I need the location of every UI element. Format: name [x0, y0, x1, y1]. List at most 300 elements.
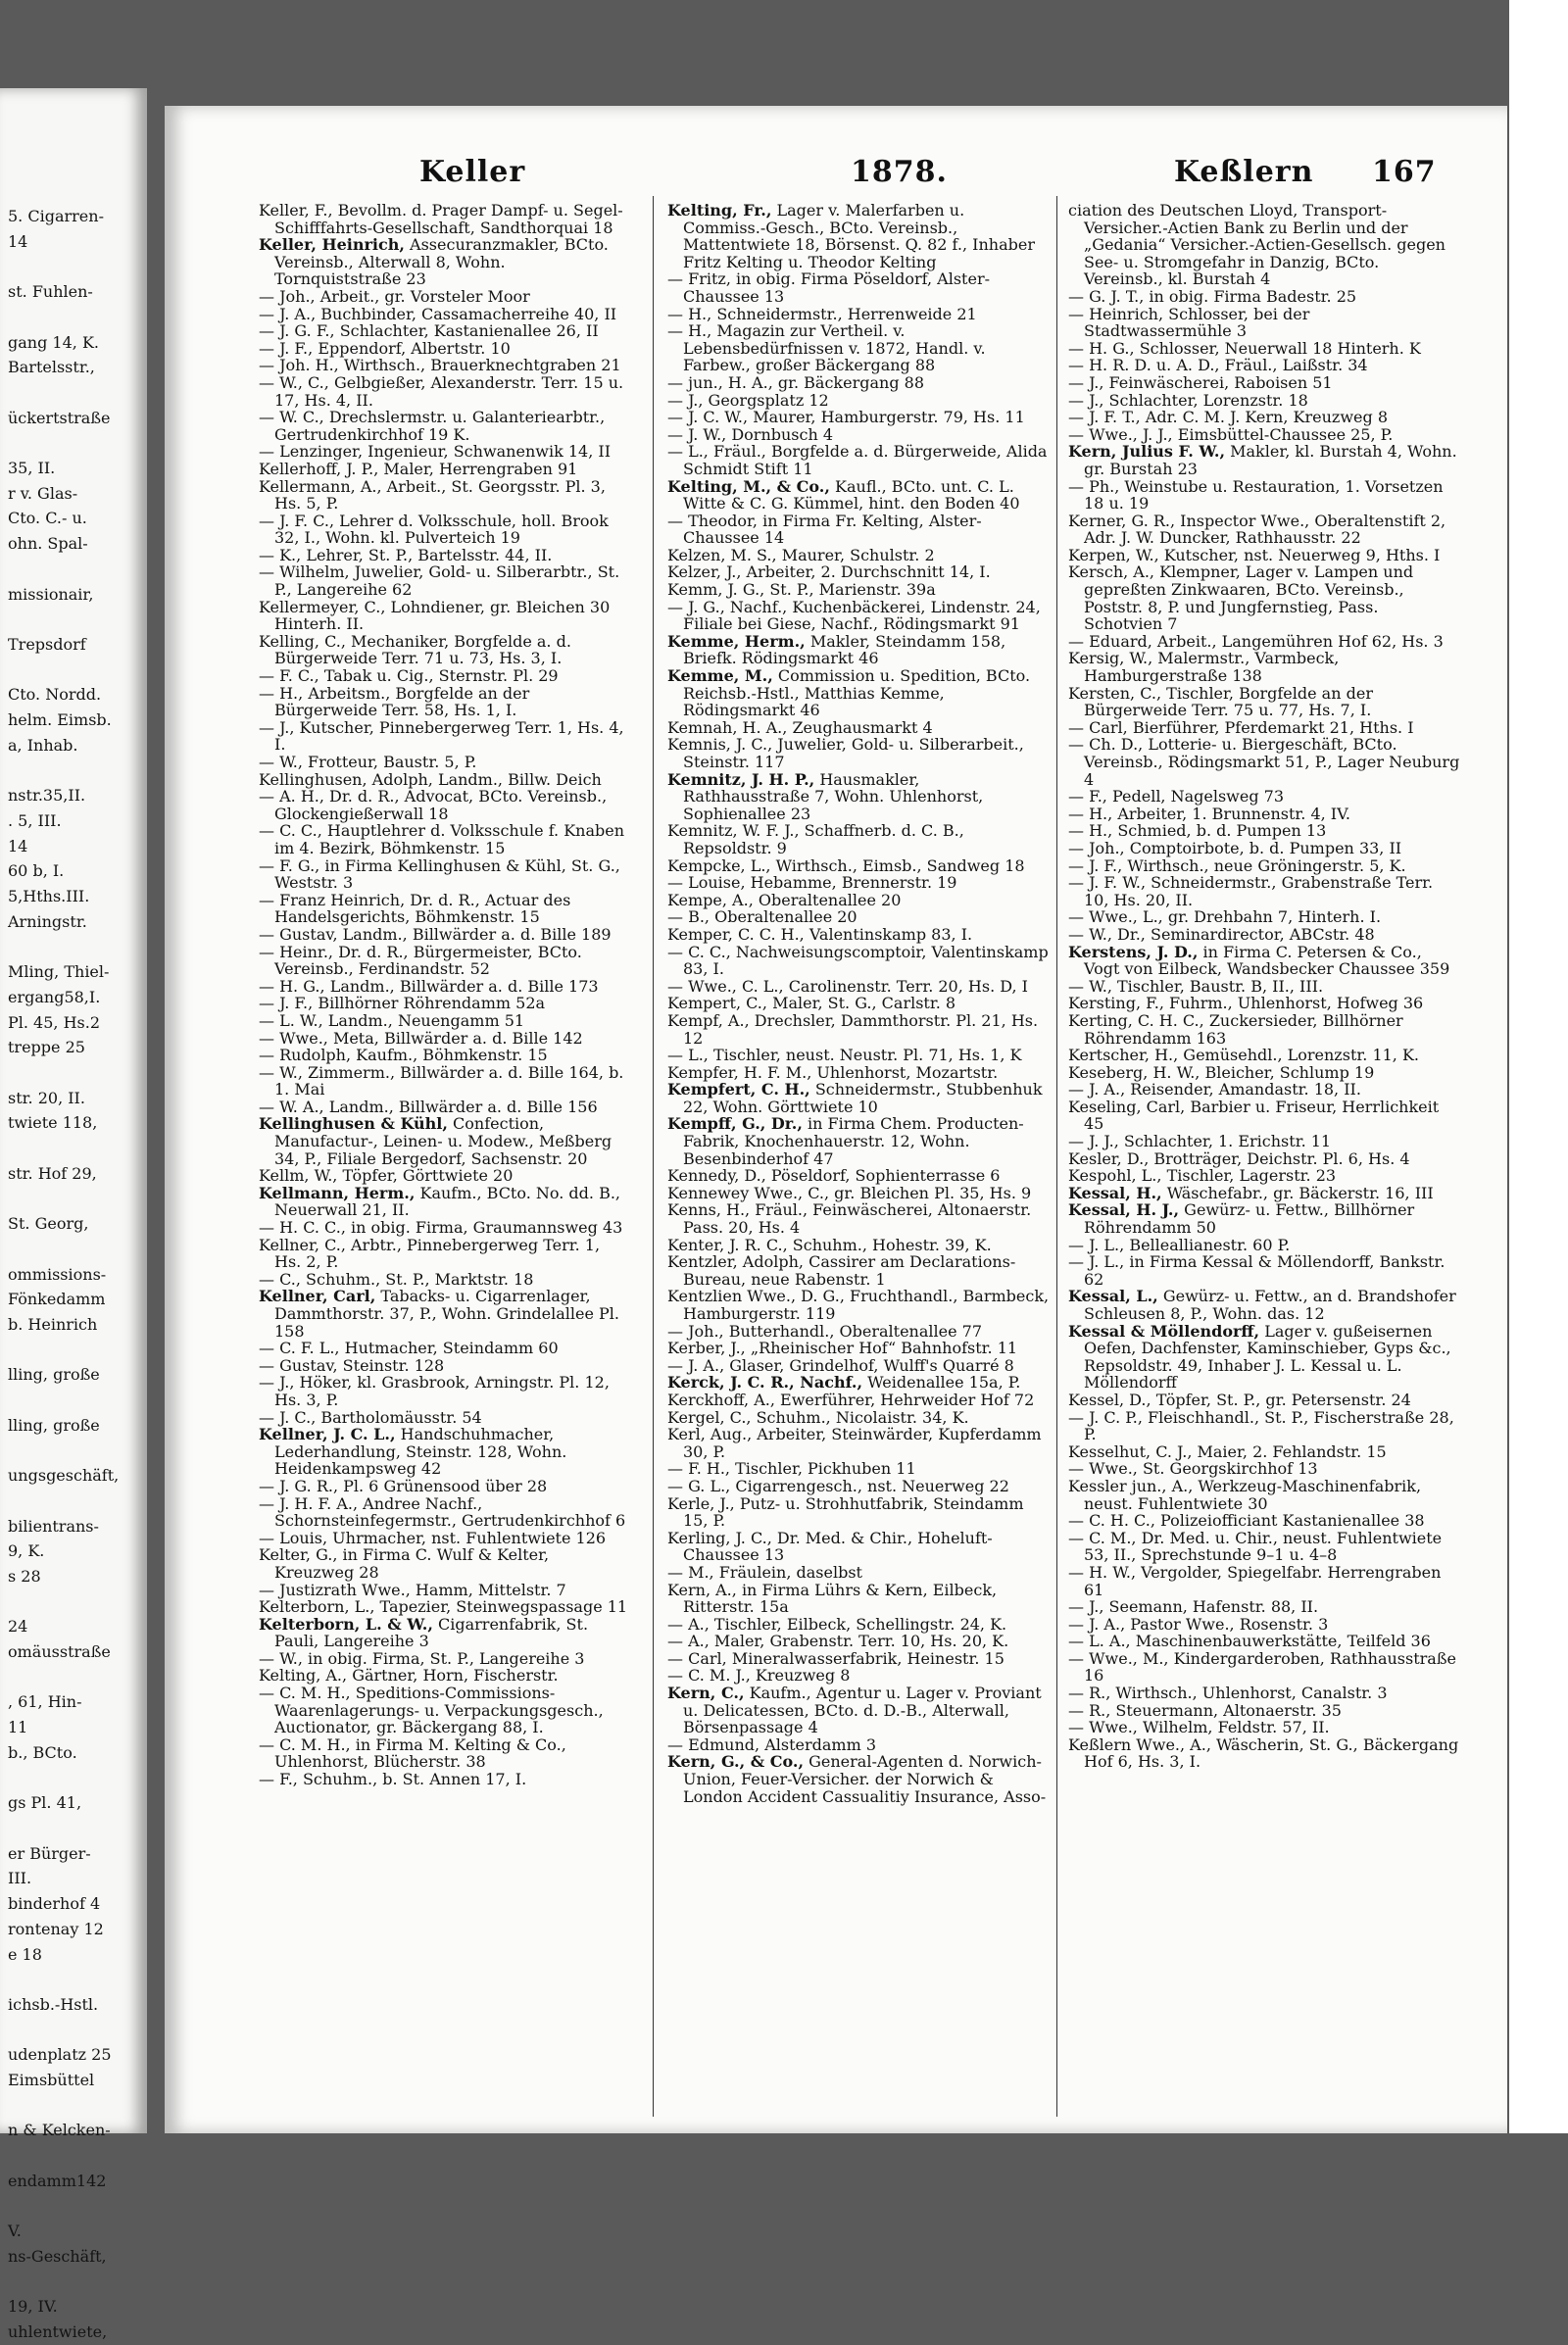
entry-details: Schneidermstr., Grabenstraße Terr. 10, Hs. 20, II.	[1084, 873, 1434, 909]
directory-entry	[259, 1012, 631, 1030]
entry-details: Lehrer, St. P., Bartelsstr. 44, II.	[306, 545, 553, 564]
directory-entry	[667, 306, 1050, 323]
entry-details: Maurer, Hamburgerstr. 79, Hs. 11	[753, 408, 1025, 427]
entry-name: Kern, C.,	[667, 1684, 745, 1703]
left-page-line: 11	[8, 1718, 28, 1737]
entry-name: — J. F. T.,	[1068, 408, 1141, 427]
entry-details: Kaufm., BCto. No. dd. B., Neuerwall 21, II.	[274, 1183, 620, 1220]
entry-name: — H. W.,	[1068, 1562, 1137, 1582]
directory-entry	[667, 667, 1050, 719]
entry-details: Pl. 6 Grünensood über 28	[343, 1476, 548, 1495]
entry-name: Kempe, A.,	[667, 890, 754, 909]
directory-entry	[1068, 1650, 1460, 1685]
page-header	[165, 155, 1507, 194]
left-page-line	[0, 254, 119, 279]
header-year: 1878.	[851, 155, 948, 189]
left-page-line: missionair,	[8, 584, 94, 604]
entry-details: Ingenieur, Schwanenwik 14, II	[368, 442, 612, 462]
left-page-line: er Bürger-	[8, 1843, 91, 1863]
entry-details: Makler, Steindamm 158, Briefk. Rödingsmarkt 46	[683, 631, 1006, 668]
directory-entry	[1068, 409, 1460, 426]
directory-entry	[667, 322, 1050, 374]
directory-entry	[667, 1064, 1050, 1082]
directory-entry	[259, 1167, 631, 1185]
entry-details: Bleicher, Schlump 19	[1204, 1062, 1375, 1082]
directory-entry	[259, 357, 631, 374]
directory-entry	[667, 822, 1050, 856]
entry-details: Tabacks- u. Cigarrenlager, Dammthorstr. 37, P., Wohn. Grindelallee Pl. 158	[274, 1287, 619, 1341]
directory-entry	[1068, 1099, 1460, 1133]
entry-name: Kennewey Wwe., C.,	[667, 1183, 830, 1202]
entry-details: Fräulein, daselbst	[718, 1562, 862, 1582]
directory-entry	[259, 409, 631, 443]
directory-entry	[259, 1685, 631, 1736]
entry-name: Kessal, H.,	[1068, 1183, 1162, 1202]
entry-name: — B.,	[667, 907, 710, 927]
entry-name: — Wwe., Meta,	[259, 1028, 379, 1048]
entry-name: Kelterborn, L.,	[259, 1597, 375, 1617]
directory-entry	[259, 1219, 631, 1237]
directory-entry	[259, 1546, 631, 1581]
entry-details: Tischler, neust. Neustr. Pl. 71, Hs. 1, K	[712, 1046, 1022, 1065]
entry-details: Hebamme, Brennerstr. 19	[750, 873, 957, 893]
entry-details: Putz- u. Strohhutfabrik, Steindamm 15, P.	[683, 1493, 1024, 1531]
directory-entry	[259, 892, 631, 926]
left-page-line: endamm142	[8, 2171, 107, 2190]
entry-name: — J. A.,	[667, 1355, 725, 1375]
entry-details: in Firma Kessal & Möllendorff, Bankstr. 62	[1084, 1252, 1446, 1289]
directory-entry	[259, 443, 631, 461]
directory-entry	[667, 926, 1050, 944]
entry-details: Hausmakler, Rathhausstraße 7, Wohn. Uhlenhorst, Sophienallee 23	[683, 769, 984, 823]
directory-entry	[1068, 1201, 1460, 1236]
right-background	[1509, 0, 1568, 2133]
entry-name: — Wwe., J. J.,	[1068, 424, 1173, 444]
directory-entry	[259, 1115, 631, 1167]
entry-details: Reisender, Amandastr. 18, II.	[1130, 1080, 1361, 1099]
entry-name: — J.,	[259, 1373, 295, 1392]
directory-entry	[667, 1650, 1050, 1668]
directory-entry	[1068, 650, 1460, 684]
directory-entry	[1068, 478, 1460, 513]
directory-entry	[667, 771, 1050, 823]
directory-entry	[1068, 1633, 1460, 1650]
entry-details: Comptoirbote, b. d. Pumpen 33, II	[1129, 838, 1402, 857]
left-page-line: ungsgeschäft,	[8, 1466, 120, 1486]
entry-name: — W.,	[259, 753, 303, 771]
left-page-line: 19, IV.	[8, 2297, 58, 2317]
entry-details: Arbeit., Langemühren Hof 62, Hs. 3	[1156, 631, 1444, 651]
entry-details: Drechslermstr. u. Galanteriearbtr., Gertrudenkirchhof 19 K.	[274, 408, 606, 444]
left-page-line: nstr.35,II.	[8, 786, 86, 806]
entry-details: H. A., gr. Bäckergang 88	[727, 372, 925, 392]
directory-entry	[667, 1340, 1050, 1357]
entry-name: Kellermann, A.,	[259, 476, 382, 496]
entry-name: — J. F. W.,	[1068, 873, 1147, 893]
entry-details: Fräul., Feinwäscherei, Altonaerstr. Pass. 20, Hs. 4	[683, 1200, 1032, 1238]
directory-entry	[1068, 1253, 1460, 1288]
directory-entry	[667, 599, 1050, 633]
entry-name: Kellner, Carl,	[259, 1287, 376, 1306]
directory-entry	[667, 944, 1050, 978]
left-page-line	[0, 1338, 119, 1363]
left-page-line	[0, 1388, 119, 1413]
entry-details: Wirthsch., Eimsb., Sandweg 18	[775, 855, 1025, 875]
entry-details: Tischler, Pickhuben 11	[735, 1459, 916, 1479]
entry-name: Kelterborn, L. & W.,	[259, 1614, 433, 1634]
directory-entry	[1068, 1185, 1460, 1202]
entry-name: — A.,	[667, 1632, 710, 1651]
directory-entry	[667, 1374, 1050, 1392]
directory-entry	[667, 563, 1050, 581]
entry-details: Carolinenstr. Terr. 20, Hs. D, I	[788, 976, 1028, 996]
left-page-line: III.	[8, 1869, 32, 1888]
directory-entry	[1068, 202, 1460, 288]
left-page-line: bilientrans-	[8, 1516, 99, 1536]
directory-entry	[1068, 1702, 1460, 1720]
directory-entry	[259, 1530, 631, 1547]
entry-name: — J. F.,	[1068, 855, 1123, 875]
entry-details: Kreuzweg 8	[755, 1666, 851, 1685]
directory-entry	[667, 1012, 1050, 1047]
entry-details: in obig. Firma, St. P., Langereihe 3	[308, 1648, 585, 1668]
entry-details: Landm., Billw. Deich	[437, 769, 602, 789]
entry-details: Hauptlehrer d. Volksschule f. Knaben im 4. Bezirk, Böhmkenstr. 15	[274, 821, 625, 857]
left-page-line: lling, große	[8, 1365, 100, 1385]
entry-name: Keseberg, H. W.,	[1068, 1062, 1200, 1082]
entry-name: Kessal, L.,	[1068, 1287, 1158, 1306]
entry-name: — J. F. C.,	[259, 511, 335, 530]
directory-entry	[667, 478, 1050, 513]
entry-details: Gewürz- u. Fettw., Billhörner Röhrendamm 50	[1084, 1200, 1415, 1238]
left-page-line: 24	[8, 1617, 28, 1637]
directory-entry	[667, 892, 1050, 909]
entry-name: — L. A.,	[1068, 1632, 1131, 1651]
directory-entry	[259, 1237, 631, 1271]
entry-details: Handschuhmacher, Lederhandlung, Steinstr. 128, Wohn. Heidenkampsweg 42	[274, 1425, 567, 1479]
entry-details: Belleallianestr. 60 P.	[1129, 1235, 1291, 1254]
entry-name: — J.,	[1068, 1597, 1104, 1617]
entry-details: in obig. Firma, Graumannsweg 43	[351, 1218, 623, 1238]
entry-name: Kentzler, Adolph,	[667, 1252, 804, 1272]
entry-name: Kelter, G.,	[259, 1545, 338, 1565]
entry-name: — C. C.,	[259, 821, 322, 841]
entry-name: — H.,	[667, 321, 712, 341]
left-page-line	[0, 557, 119, 582]
entry-details: Cassirer am Declarations-Bureau, neue Rabenstr. 1	[683, 1252, 1016, 1289]
left-page-line	[0, 380, 119, 406]
directory-entry	[667, 1460, 1050, 1478]
entry-name: Kergel, C.,	[667, 1407, 752, 1427]
left-page-line	[0, 934, 119, 959]
directory-entry	[259, 340, 631, 358]
left-page-line	[0, 2270, 119, 2295]
entry-details: Nachf., Kuchenbäckerei, Lindenstr. 24, Filiale bei Giese, Nachf., Rödingsmarkt 91	[683, 597, 1041, 634]
directory-entry	[1068, 1530, 1460, 1564]
entry-name: — C. F. L.,	[259, 1339, 340, 1358]
left-page-line: 5. Cigarren-	[8, 207, 104, 225]
entry-name: — Joh. H.,	[259, 356, 339, 375]
directory-entry	[1068, 857, 1460, 875]
left-page-line: ohn. Spal-	[8, 534, 88, 554]
entry-details: Steuermann, Altonaerstr. 35	[1115, 1700, 1342, 1720]
left-page-line: st. Fuhlen-	[8, 282, 93, 302]
directory-entry	[1068, 1443, 1460, 1461]
entry-details: Oberaltenallee 20	[714, 907, 858, 927]
left-page-line	[0, 2018, 119, 2043]
left-page-line: 5,Hths.III.	[8, 886, 90, 905]
directory-entry	[667, 633, 1050, 667]
directory-entry	[667, 1616, 1050, 1634]
entry-name: — F. H.,	[667, 1459, 730, 1479]
directory-entry	[1068, 978, 1460, 996]
directory-entry	[259, 857, 631, 892]
directory-entry	[259, 822, 631, 856]
entry-name: Kelting, M., & Co.,	[667, 476, 830, 496]
entry-name: — Eduard,	[1068, 631, 1152, 651]
entry-details: Fruchthandl., Barmbeck, Hamburgerstr. 119	[683, 1287, 1050, 1323]
directory-entry	[259, 1650, 631, 1668]
directory-entry	[1068, 1736, 1460, 1771]
left-page-line	[0, 2194, 119, 2220]
entry-name: Kerckhoff, A.,	[667, 1390, 775, 1409]
entry-name: — J. A.,	[259, 304, 317, 323]
directory-entry	[259, 1582, 631, 1599]
directory-entry	[1068, 426, 1460, 444]
directory-entry	[259, 1478, 631, 1495]
entry-name: — L. W.,	[259, 1010, 323, 1030]
entry-name: — Gustav,	[259, 1355, 338, 1375]
entry-name: — Rudolph,	[259, 1046, 352, 1065]
directory-entry	[1068, 908, 1460, 926]
entry-name: Kern, A.,	[667, 1580, 737, 1599]
entry-name: Kelzen, M. S.,	[667, 545, 777, 564]
left-page-line: . 5, III.	[8, 810, 62, 830]
entry-name: Kemme, Herm.,	[667, 631, 806, 651]
entry-name: — Wwe., Wilhelm,	[1068, 1718, 1213, 1737]
directory-entry	[259, 1340, 631, 1357]
directory-entry	[1068, 633, 1460, 651]
directory-entry	[259, 1771, 631, 1788]
directory-entry	[259, 978, 631, 996]
entry-name: Kemm, J. G.,	[667, 580, 765, 600]
directory-entry	[667, 995, 1050, 1012]
directory-entry	[667, 1530, 1050, 1564]
entry-name: — Joh.,	[1068, 838, 1125, 857]
entry-name: — Wwe.,	[1068, 1459, 1138, 1479]
left-page-line	[0, 1060, 119, 1086]
entry-details: St. Georgskirchhof 13	[1142, 1459, 1318, 1479]
entry-details: Lohndiener, gr. Bleichen 30 Hinterh. II.	[274, 597, 611, 634]
entry-name: Kerner, G. R.,	[1068, 511, 1176, 530]
entry-details: Arbeiter, 2. Durchschnitt 14, I.	[746, 562, 991, 582]
directory-entry	[667, 1357, 1050, 1375]
entry-name: Kersig, W.,	[1068, 649, 1153, 668]
entry-name: Kempert, C.,	[667, 994, 767, 1013]
entry-name: Keller, Heinrich,	[259, 235, 405, 255]
directory-entry	[1068, 1512, 1460, 1530]
directory-entry	[259, 1064, 631, 1099]
entry-name: — R.,	[1068, 1700, 1111, 1720]
entry-details: Töpfer, St. P., gr. Petersenstr. 24	[1155, 1390, 1411, 1409]
entry-details: Maschinenbauwerkstätte, Teilfeld 36	[1135, 1632, 1431, 1651]
directory-entry	[1068, 806, 1460, 823]
directory-entry	[259, 1030, 631, 1048]
entry-details: Cigarrengesch., nst. Neuerweg 22	[735, 1476, 1009, 1495]
entry-name: — Heinr.,	[259, 942, 333, 961]
header-left-keyword: Keller	[419, 155, 526, 189]
entry-name: Kentzlien Wwe., D. G.,	[667, 1287, 845, 1306]
entry-details: Gemüsehdl., Lorenzstr. 11, K.	[1183, 1046, 1420, 1065]
left-page-line: 60 b, I.	[8, 861, 65, 881]
directory-entry	[1068, 1064, 1460, 1082]
directory-entry	[1068, 1081, 1460, 1099]
directory-entry	[259, 547, 631, 564]
entry-details: Wäschefabr., gr. Bäckerstr. 16, III	[1166, 1183, 1434, 1202]
entry-name: — Wwe., C. L.,	[667, 976, 784, 996]
directory-entry	[667, 1409, 1050, 1427]
entry-details: Schuhm., St. P., Marktstr. 18	[306, 1269, 534, 1289]
entry-name: Kerber, J.,	[667, 1339, 746, 1358]
entry-name: — G. J. T.,	[1068, 286, 1145, 306]
directory-entry	[667, 443, 1050, 477]
directory-entry	[1068, 1616, 1460, 1634]
entry-name: — J. G.,	[667, 597, 725, 616]
left-page-line: str. Hof 29,	[8, 1163, 97, 1183]
left-page-line	[0, 1816, 119, 1841]
entry-details: Bierführer, Pferdemarkt 21, Hths. I	[1132, 717, 1414, 737]
entry-name: — Franz Heinrich,	[259, 890, 406, 909]
entry-details: Zimmerm., Billwärder a. d. Bille 164, b. 1. Mai	[274, 1062, 624, 1099]
left-page-line: uhlentwiete,	[8, 2322, 108, 2342]
left-page-line: Eimsbüttel	[8, 2071, 95, 2090]
left-page-line: r v. Glas-	[8, 483, 78, 503]
entry-name: — Carl,	[667, 1648, 727, 1668]
entry-details: Schlosser, Neuerwall 18 Hinterh. K	[1139, 338, 1421, 358]
entry-details: in Firma Lührs & Kern, Eilbeck, Ritterstr. 15a	[683, 1580, 998, 1617]
left-page-line	[0, 1186, 119, 1211]
directory-entry	[1068, 1392, 1460, 1409]
left-page-line: V.	[8, 2222, 22, 2241]
entry-details: Landm., Billwärder a. d. Bille 189	[342, 924, 612, 944]
page-number: 167	[1372, 155, 1437, 189]
entry-name: — Fritz,	[667, 269, 731, 289]
entry-name: — J. G. F.,	[259, 321, 335, 341]
entry-details: Billhörner Röhrendamm 52a	[318, 994, 546, 1013]
directory-entry	[259, 1374, 631, 1408]
directory-entry	[667, 1115, 1050, 1167]
entry-name: — C. M. H.,	[259, 1734, 351, 1754]
left-page-line: gs Pl. 41,	[8, 1793, 82, 1813]
entry-details: Landm., Billwärder a. d. Bille 156	[328, 1097, 598, 1116]
directory-entry	[667, 392, 1050, 410]
entry-details: Brotträger, Deichstr. Pl. 6, Hs. 4	[1153, 1148, 1410, 1168]
directory-entry	[667, 1753, 1050, 1805]
entry-details: ciation des Deutschen Lloyd, Transport-Versicher.-Actien Bank zu Berlin und der „Gedania“ Versicher.-Actien-Gesellsch. gegen See- u. Stromgefahr in Danzig, BCto. Vereinsb., kl. Burstah 4	[1068, 201, 1446, 289]
directory-entry	[1068, 1598, 1460, 1616]
entry-name: — J. A.,	[1068, 1614, 1126, 1634]
entry-details: Uhrmacher, nst. Fuhlentwiete 126	[332, 1528, 607, 1547]
directory-entry	[1068, 840, 1460, 857]
left-page-line: b. Heinrich	[8, 1314, 98, 1334]
directory-entry	[259, 322, 631, 340]
entry-name: Kempcke, L.,	[667, 855, 771, 875]
entry-name: — M.,	[667, 1562, 714, 1582]
entry-name: Keßlern Wwe., A.,	[1068, 1734, 1211, 1754]
entry-name: — Heinrich,	[1068, 304, 1164, 323]
directory-entry	[259, 563, 631, 598]
entry-details: in Firma Kellinghusen & Kühl, St. G., Weststr. 3	[274, 855, 620, 893]
directory-entry	[259, 1598, 631, 1616]
entry-name: — W., C.,	[259, 372, 329, 392]
directory-entry	[1068, 1685, 1460, 1702]
entry-name: — H.,	[667, 304, 712, 323]
directory-entry	[259, 1357, 631, 1375]
directory-entry	[667, 1495, 1050, 1530]
entry-details: St. P., Marienstr. 39a	[769, 580, 936, 600]
entry-details: Höker, kl. Grasbrook, Arningstr. Pl. 12, Hs. 3, P.	[274, 1373, 610, 1409]
entry-name: — H. R. D.	[1068, 356, 1152, 375]
directory-entry	[667, 1426, 1050, 1460]
entry-details: Schmied, b. d. Pumpen 13	[1117, 821, 1327, 841]
directory-entry	[667, 426, 1050, 444]
left-page-line: str. 20, II.	[8, 1088, 85, 1107]
entry-name: Kessal & Möllendorff,	[1068, 1321, 1260, 1341]
entry-details: Lager v. Malerfarben u. Commiss.-Gesch., BCto. Vereinsb., Mattentwiete 18, Börsenst. Q. 82 f., Inhaber Fritz Kelting u. Theodor Kelting	[683, 201, 1035, 271]
directory-entry	[1068, 1460, 1460, 1478]
entry-name: — J. J.,	[1068, 1132, 1119, 1151]
directory-entry	[259, 513, 631, 547]
directory-entry	[259, 719, 631, 754]
entry-details: Speditions-Commissions-Waarenlagerungs- u. Verpackungsgesch., Auctionator, gr. Bäckergang 88, I.	[274, 1684, 604, 1737]
entry-details: Schlosser, bei der Stadtwassermühle 3	[1084, 304, 1310, 341]
entry-details: Wirthsch., Uhlenhorst, Canalstr. 3	[1115, 1684, 1388, 1703]
left-page-line: 14	[8, 231, 28, 251]
directory-entry	[1068, 1237, 1460, 1254]
directory-entry	[259, 1271, 631, 1289]
directory-entry	[667, 1478, 1050, 1495]
directory-entry	[1068, 1150, 1460, 1168]
entry-name: Kesselhut, C. J.,	[1068, 1441, 1193, 1461]
entry-name: Kenter, J. R. C.,	[667, 1235, 788, 1254]
entry-name: — C. C.,	[667, 942, 731, 961]
entry-name: — Ph.,	[1068, 476, 1120, 496]
directory-entry	[259, 788, 631, 822]
entry-name: — J. F.,	[259, 338, 314, 358]
directory-entry	[1068, 1012, 1460, 1047]
left-page-line	[0, 305, 119, 330]
left-page-line: ns-Geschäft,	[8, 2246, 107, 2266]
entry-name: — A. H.,	[259, 787, 324, 806]
directory-entry	[667, 736, 1050, 770]
directory-entry	[1068, 288, 1460, 306]
directory-entry	[1068, 563, 1460, 632]
entry-details: Pedell, Nagelsweg 73	[1111, 787, 1285, 806]
entry-name: Kessel, D.,	[1068, 1390, 1152, 1409]
entry-details: Arbeiter, 1. Brunnenstr. 4, IV.	[1117, 804, 1350, 823]
left-page-line	[0, 1237, 119, 1262]
entry-name: — L.,	[667, 1046, 709, 1065]
directory-entry	[667, 1633, 1050, 1650]
entry-details: Kaufm., Böhmkenstr. 15	[356, 1046, 548, 1065]
header-right-keyword: Keßlern	[1174, 155, 1314, 189]
entry-details: L., gr. Drehbahn 7, Hinterh. I.	[1142, 907, 1382, 927]
entry-name: — J.,	[667, 390, 704, 410]
entry-details: Oberaltenallee 20	[758, 890, 902, 909]
entry-details: Andree Nachf., Schornsteinfegermstr., Gertrudenkirchhof 6	[274, 1493, 626, 1531]
entry-details: Maler, Grabenstr. Terr. 10, Hs. 20, K.	[713, 1632, 1009, 1651]
column-1	[259, 202, 631, 2123]
